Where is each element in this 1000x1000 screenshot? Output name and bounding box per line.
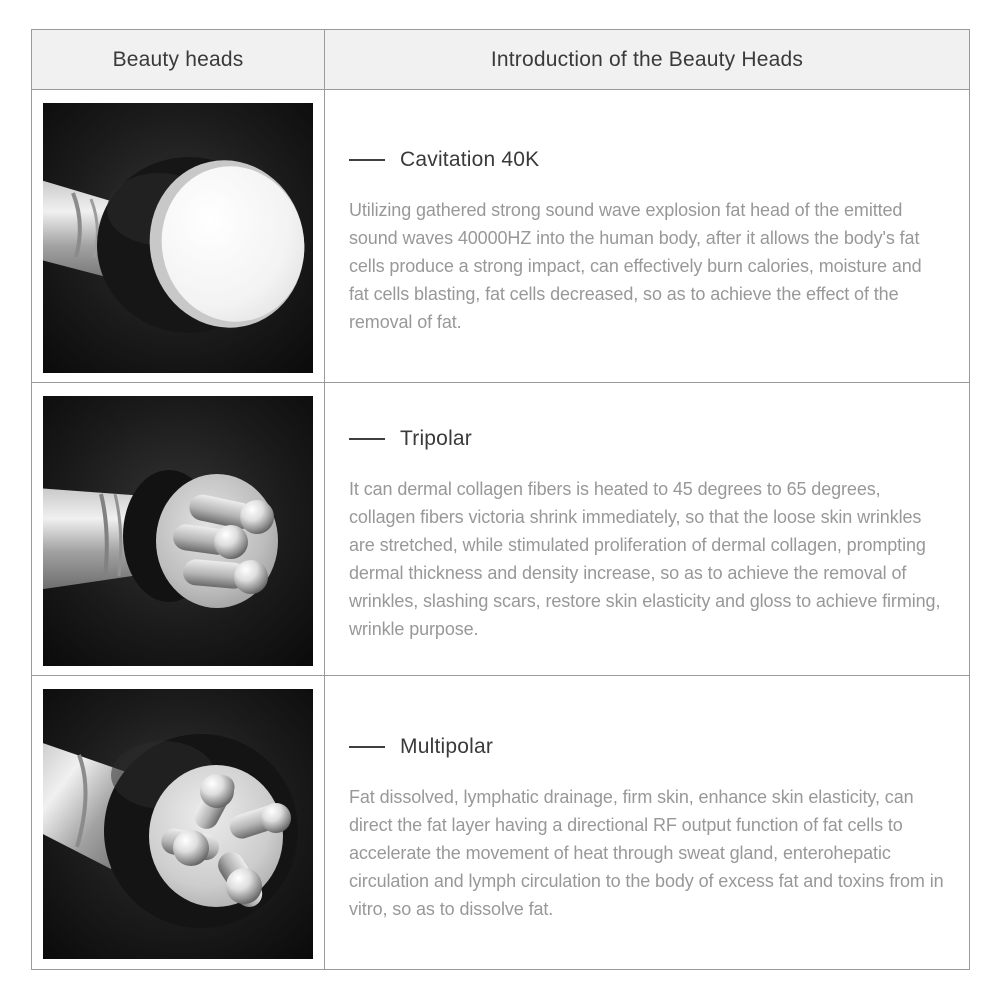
multipolar-head-photo: [43, 689, 313, 959]
cavitation-40k-head-photo: [43, 103, 313, 373]
section-title-label: Cavitation 40K: [400, 148, 540, 171]
section-tripolar: [324, 382, 969, 675]
title-dash-icon: [349, 746, 385, 748]
section-cavitation: [324, 89, 969, 382]
tripolar-head-photo: [43, 396, 313, 666]
header-introduction: [324, 30, 969, 89]
beauty-heads-table: [31, 29, 970, 970]
section-description: It can dermal collagen fibers is heated to 45 degrees to 65 degrees, collagen fibers victoria shrink immediately, so that the loose skin wrinkles are stretched, while stimulated proliferation of dermal collagen, prompting dermal thickness and density increase, so as to achieve the removal of wrinkles, slashing scars, restore skin elasticity and gloss to achieve firming, wrinkle purpose.: [349, 479, 941, 639]
section-title-row: [349, 148, 945, 172]
header-beauty-heads-label: Beauty heads: [112, 47, 244, 71]
section-title-row: [349, 735, 945, 759]
section-description: Utilizing gathered strong sound wave explosion fat head of the emitted sound waves 40000HZ into the human body, after it allows the body's fat cells produce a strong impact, can effectively burn calories, moisture and fat cells blasting, fat cells decreased, so as to achieve the effect of the removal of fat.: [349, 200, 922, 332]
product-photo-cell-multipolar: [32, 675, 324, 969]
section-description: Fat dissolved, lymphatic drainage, firm skin, enhance skin elasticity, can direct the fat layer having a directional RF output function of fat cells to accelerate the movement of heat through sweat gland, enterohepatic circulation and lymph circulation to the body of excess fat and toxins from in vitro, so as to dissolve fat.: [349, 786, 944, 919]
section-title-label: Multipolar: [400, 734, 494, 758]
product-photo-cell-tripolar: [32, 382, 324, 675]
section-multipolar: [324, 675, 969, 969]
section-title-label: Tripolar: [400, 427, 473, 450]
header-introduction-label: Introduction of the Beauty Heads: [490, 47, 804, 71]
section-title-row: [349, 427, 945, 451]
title-dash-icon: [349, 159, 385, 161]
header-beauty-heads: [32, 30, 324, 89]
title-dash-icon: [349, 438, 385, 440]
product-photo-cell-cavitation: [32, 89, 324, 382]
